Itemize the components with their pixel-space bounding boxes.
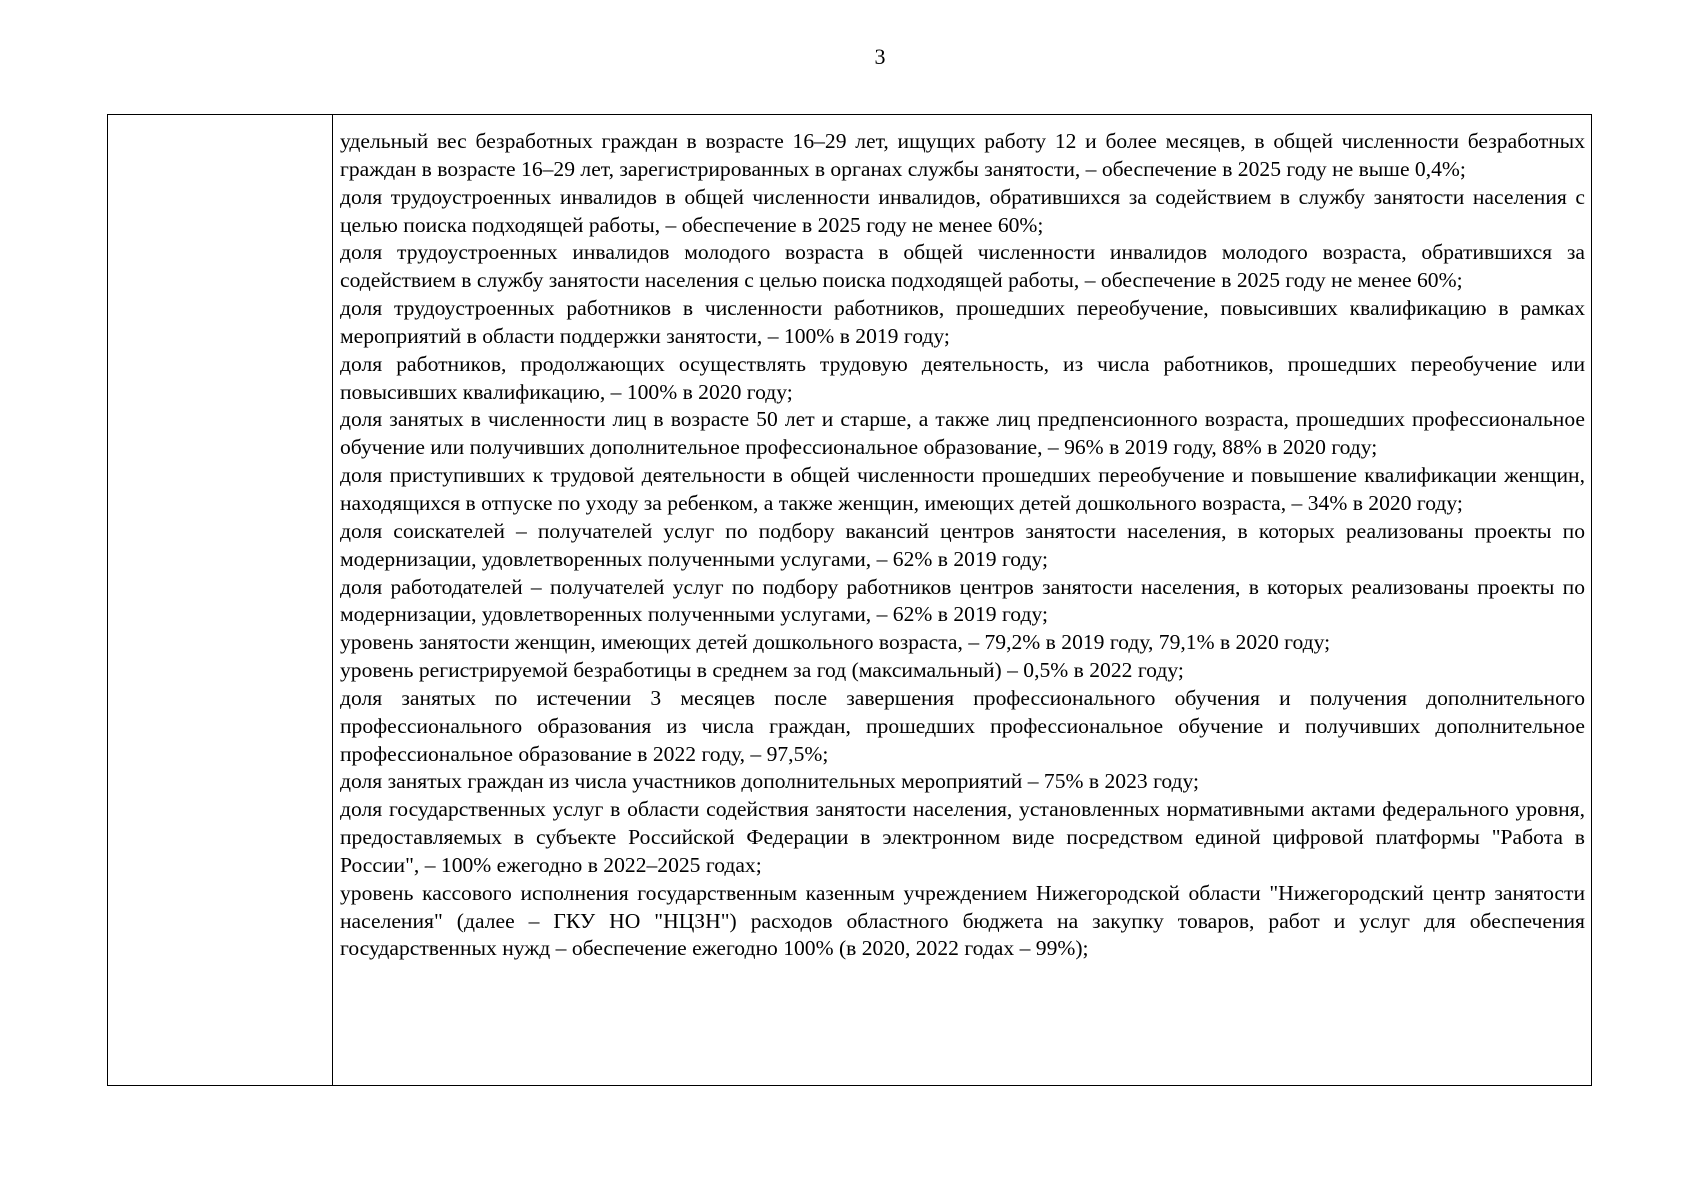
paragraph-indicator-11: уровень регистрируемой безработицы в среднем за год (максимальный) – 0,5% в 2022 году; (340, 658, 1184, 683)
paragraph-indicator-6: доля занятых в численности лиц в возрасте 50 лет и старше, а также лиц предпенсионного возраста, прошедших профессиональное обучение или получивших дополнительное профессиональное образование, – 96% в 2019 году, 88% в 2020 году; (340, 407, 1585, 460)
paragraph-indicator-13: доля занятых граждан из числа участников дополнительных мероприятий – 75% в 2023 году; (340, 769, 1200, 794)
paragraph-indicator-4: доля трудоустроенных работников в численности работников, прошедших переобучение, повысивших квалификацию в рамках мероприятий в области поддержки занятости, – 100% в 2019 году; (340, 296, 1585, 348)
paragraph-indicator-7: доля приступивших к трудовой деятельности в общей численности прошедших переобучение и повышение квалификации женщин, находящихся в отпуске по уходу за ребенком, а также женщин, имеющих детей дошкольного возраста, – 34% в 2020 году; (340, 463, 1585, 515)
paragraph-indicator-2: доля трудоустроенных инвалидов в общей численности инвалидов, обратившихся за содействием в службу занятости населения с целью поиска подходящей работы, – обеспечение в 2025 году не менее 60%; (340, 184, 1585, 237)
paragraph-indicator-8: доля соискателей – получателей услуг по подбору вакансий центров занятости населения, в которых реализованы проекты по модернизации, удовлетворенных полученными услугами, – 62% в 2019 году; (340, 518, 1585, 571)
paragraph-indicator-12: доля занятых по истечении 3 месяцев после завершения профессионального обучения и получения дополнительного профессионального образования из числа граждан, прошедших профессиональное обучение и получивших дополнительное профессиональное образование в 2022 году, – 97,5%; (340, 685, 1585, 766)
page-number: 3 (874, 44, 886, 69)
paragraph-indicator-15: уровень кассового исполнения государственным казенным учреждением Нижегородской области "Нижегородский центр занятости населения" (далее – ГКУ НО "НЦЗН") расходов областного бюджета на закупку товаров, работ и услуг для обеспечения государственных нужд – обеспечение ежегодно 100% (в 2020, 2022 годах – 99%); (340, 880, 1585, 961)
table-right-cell (333, 115, 1591, 1085)
paragraph-indicator-9: доля работодателей – получателей услуг по подбору работников центров занятости населения, в которых реализованы проекты по модернизации, удовлетворенных полученными услугами, – 62% в 2019 году; (340, 574, 1585, 627)
paragraph-indicator-10: уровень занятости женщин, имеющих детей дошкольного возраста, – 79,2% в 2019 году, 79,1% в 2020 году; (340, 630, 1331, 655)
paragraph-indicator-1: удельный вес безработных граждан в возрасте 16–29 лет, ищущих работу 12 и более месяцев, в общей численности безработных граждан в возрасте 16–29 лет, зарегистрированных в органах службы занятости, – обеспечение в 2025 году не выше 0,4%; (340, 129, 1585, 181)
document-table (107, 114, 1592, 1086)
paragraph-indicator-3: доля трудоустроенных инвалидов молодого возраста в общей численности инвалидов молодого возраста, обратившихся за содействием в службу занятости населения с целью поиска подходящей работы, – обеспечение в 2025 году не менее 60%; (340, 240, 1585, 293)
paragraph-indicator-5: доля работников, продолжающих осуществлять трудовую деятельность, из числа работников, прошедших переобучение или повысивших квалификацию, – 100% в 2020 году; (340, 351, 1585, 404)
table-left-cell (108, 115, 333, 1085)
paragraph-indicator-14: доля государственных услуг в области содействия занятости населения, установленных нормативными актами федерального уровня, предоставляемых в субъекте Российской Федерации в электронном виде посредством единой цифровой платформы "Работа в России", – 100% ежегодно в 2022–2025 годах; (340, 797, 1585, 877)
